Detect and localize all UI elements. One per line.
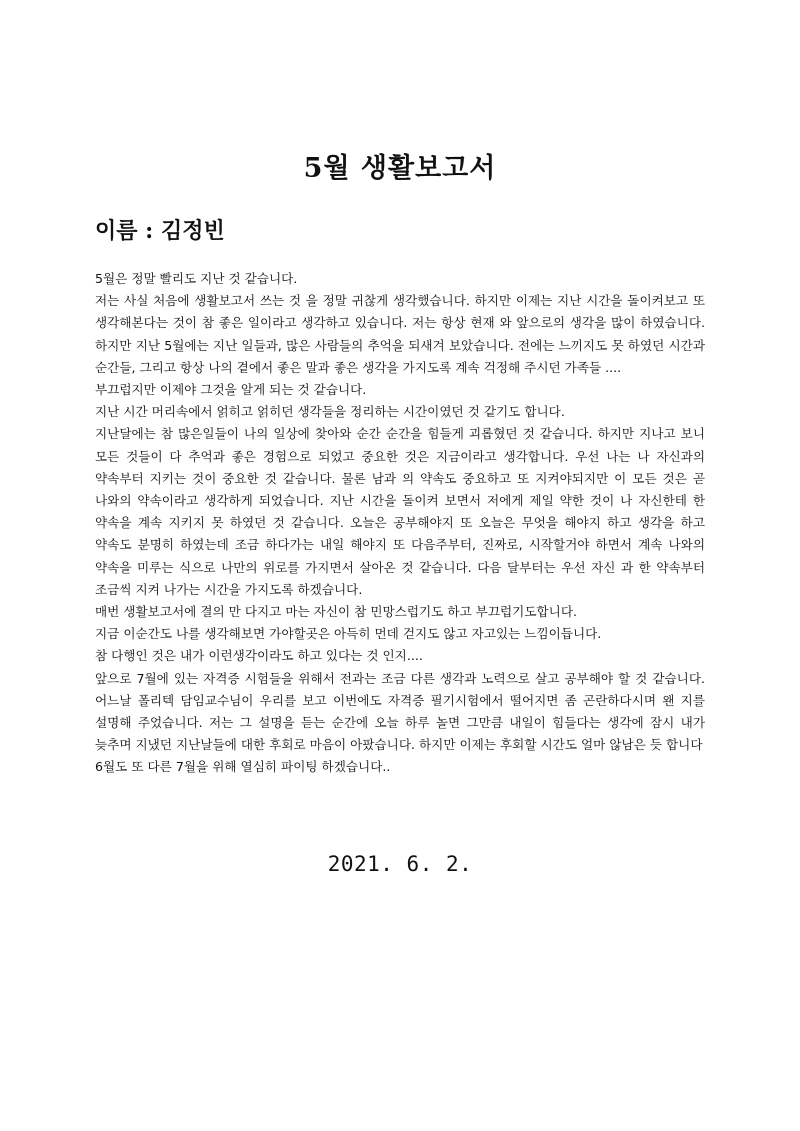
paragraph: 매번 생활보고서에 결의 만 다지고 마는 자신이 참 민망스럽기도 하고 부끄럽기도합니다. [95, 604, 577, 620]
paragraph: 참 다행인 것은 내가 이런생각이라도 하고 있다는 것 인지.... [95, 648, 423, 664]
paragraph: 지난달에는 참 많은일들이 나의 일상에 찾아와 순간 순간을 힘들게 괴롭혔던 것 같습니다. 하지만 지나고 보니 모든 것들이 다 추억과 좋은 경험으로 되었고 중요한 것은 지금이라고 생각합니다. 우선 나는 나 자신과의 약속부터 지키는 것이 중요한 것 같습니다. 물론 남과 의 약속도 중요하고 또 지켜야되지만 이 모든 것은 곧 나와의 약속이라고 생각하게 되었습니다. 지난 시간을 돌이켜 보면서 저에게 제일 약한 것이 나 자신한테 한 약속을 계속 지키지 못 하였던 것 같습니다. 오늘은 공부해야지 또 오늘은 무엇을 해야지 하고 생각을 하고 약속도 분명히 하였는데 조금 하다가는 내일 해야지 또 다음주부터, 진짜로, 시작할거야 하면서 계속 나와의 약속을 미루는 식으로 나만의 위로를 가지면서 살아온 것 같습니다. 다음 달부터는 우선 자신 과 한 약속부터 조금씩 지켜 나가는 시간을 가지도록 하겠습니다. [95, 426, 705, 597]
report-body [95, 268, 705, 779]
paragraph: 저는 사실 처음에 생활보고서 쓰는 것 을 정말 귀찮게 생각했습니다. 하지만 이제는 지난 시간을 돌이켜보고 또 생각해본다는 것이 참 좋은 일이라고 생각하고 있습니다. 저는 항상 현재 와 앞으로의 생각을 많이 하였습니다. 하지만 지난 5월에는 지난 일들과, 많은 사람들의 추억을 되새겨 보았습니다. 전에는 느끼지도 못 하였던 시간과 순간들, 그리고 항상 나의 곁에서 좋은 말과 좋은 생각을 가지도록 계속 걱정해 주시던 가족들 .... [95, 293, 705, 375]
paragraph: 6월도 또 다른 7월을 위해 열심히 파이팅 하겠습니다.. [95, 759, 391, 775]
paragraph: 앞으로 7월에 있는 자격증 시험들을 위해서 전과는 조금 다른 생각과 노력으로 살고 공부해야 할 것 같습니다. 어느날 폴리텍 담임교수님이 우리를 보고 이번에도 자격증 필기시험에서 떨어지면 좀 곤란하다시며 왠 지를 설명해 주었습니다. 저는 그 설명을 듣는 순간에 오늘 하루 놀면 그만큼 내일이 힘들다는 생각에 잠시 내가 늦추며 지냈던 지난날들에 대한 후회로 마음이 아팠습니다. 하지만 이제는 후회할 시간도 얼마 않남은 듯 합니다 [95, 670, 705, 753]
paragraph: 5월은 정말 빨리도 지난 것 같습니다. [95, 271, 298, 286]
paragraph: 지금 이순간도 나를 생각해보면 가야할곳은 아득히 먼데 걷지도 않고 자고있는 느낌이듭니다. [95, 626, 602, 642]
paragraph: 지난 시간 머리속에서 얽히고 얽히던 생각들을 정리하는 시간이였던 것 같기도 합니다. [95, 404, 565, 420]
report-date: 2021. 6. 2. [327, 852, 473, 876]
page-title: 5월 생활보고서 [303, 153, 497, 184]
author-name: 이름 : 김정빈 [95, 218, 225, 244]
paragraph: 부끄럽지만 이제야 그것을 알게 되는 것 같습니다. [95, 382, 367, 398]
